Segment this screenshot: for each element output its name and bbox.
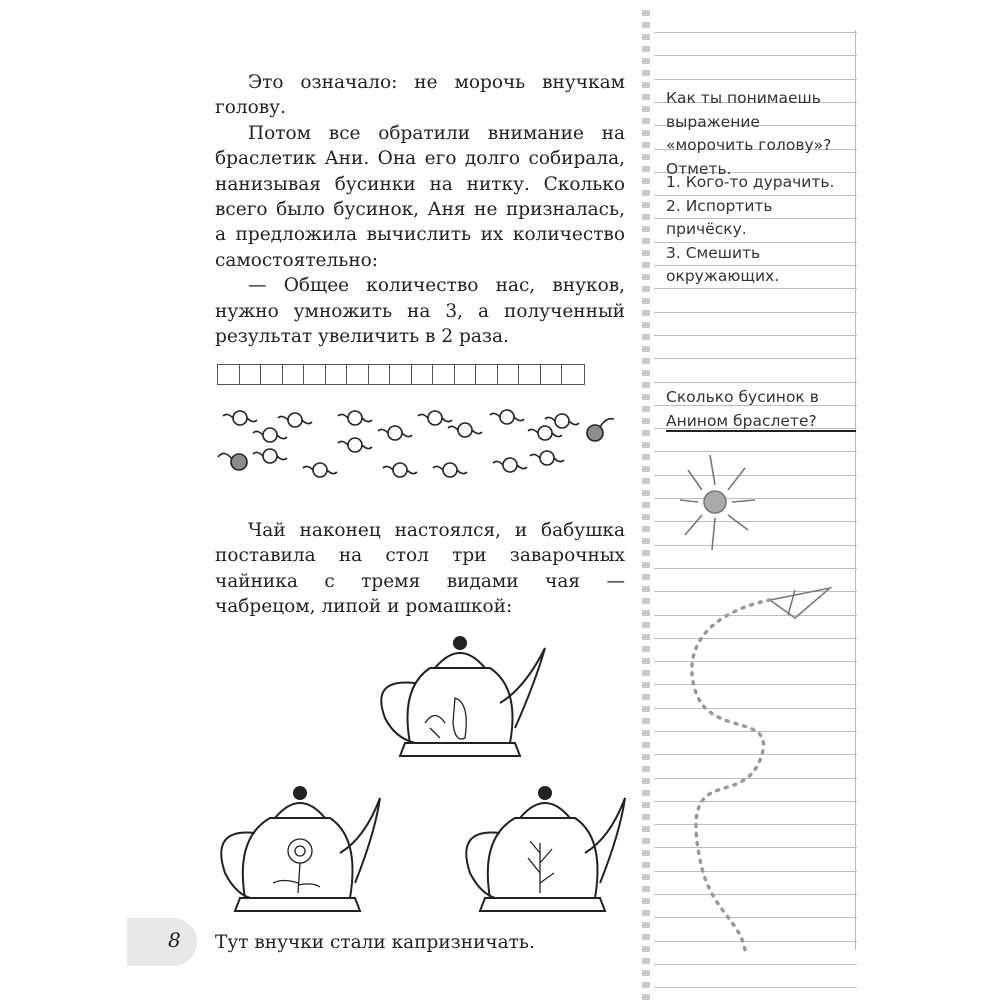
notebook-line [654,358,857,359]
grid-cell[interactable] [326,365,348,384]
paragraph-3: — Общее количество нас, внуков, нужно умножить на 3, а полученный результат увеличить в 2 раза. [215,275,625,348]
notebook-line [654,964,857,965]
grid-cell[interactable] [498,365,520,384]
option-3[interactable]: 3. Смешить окружающих. [666,243,780,285]
paper-plane-icon [770,588,830,618]
paragraph-1: Это означало: не морочь внучкам голову. [215,72,625,119]
bracelet-beads-illustration [215,400,635,490]
grid-cell[interactable] [519,365,541,384]
option-1[interactable]: 1. Кого-то дурачить. [666,173,835,191]
grid-cell[interactable] [390,365,412,384]
grid-cell[interactable] [369,365,391,384]
answer-grid[interactable] [217,364,585,385]
grid-cell[interactable] [562,365,584,384]
grid-cell[interactable] [218,365,240,384]
paragraph-tea: Чай наконец настоялся, и бабушка поставила на стол три заварочных чайника с тремя видами чая — чабрецом, липой и ромашкой: [215,520,625,618]
doodles-illustration [640,440,860,960]
notebook-line [654,32,857,33]
sidebar-question-2: Сколько бусинок в Анином браслете? [666,388,819,430]
notebook-line [654,382,857,383]
grid-cell[interactable] [433,365,455,384]
grid-cell[interactable] [476,365,498,384]
dotted-path-icon [692,600,770,950]
notebook-line [654,987,857,988]
grid-cell[interactable] [240,365,262,384]
grid-cell[interactable] [261,365,283,384]
notebook-line [654,79,857,80]
notebook-line [654,55,857,56]
answer-line[interactable] [666,430,856,432]
teapot-linden-icon [381,637,545,756]
notebook-line [654,312,857,313]
paragraph-2: Потом все обратили внимание на браслетик Ани. Она его долго собирала, нанизывая бусинки на нитку. Сколько всего было бусинок, Аня не призналась, а предложила вычислить их количество самостоятельно: [215,122,625,271]
grid-cell[interactable] [541,365,563,384]
notebook-line [654,335,857,336]
option-2[interactable]: 2. Испортить причёску. [666,196,773,238]
grid-cell[interactable] [412,365,434,384]
page-number-tab [127,918,197,966]
grid-cell[interactable] [304,365,326,384]
page-number: 8 [168,928,181,952]
sidebar-question-1: Как ты понимаешь выражение «морочить голову»? Отметь. [666,89,832,178]
teapot-thyme-icon [466,787,625,911]
main-text-column [215,70,625,349]
sun-icon [680,455,755,550]
final-line: Тут внучки стали капризничать. [215,932,535,953]
teapot-chamomile-icon [221,787,380,911]
tea-text-block [215,518,625,620]
grid-cell[interactable] [455,365,477,384]
grid-cell[interactable] [283,365,305,384]
grid-cell[interactable] [347,365,369,384]
sidebar-options [666,171,856,289]
teapots-illustration [210,628,630,918]
